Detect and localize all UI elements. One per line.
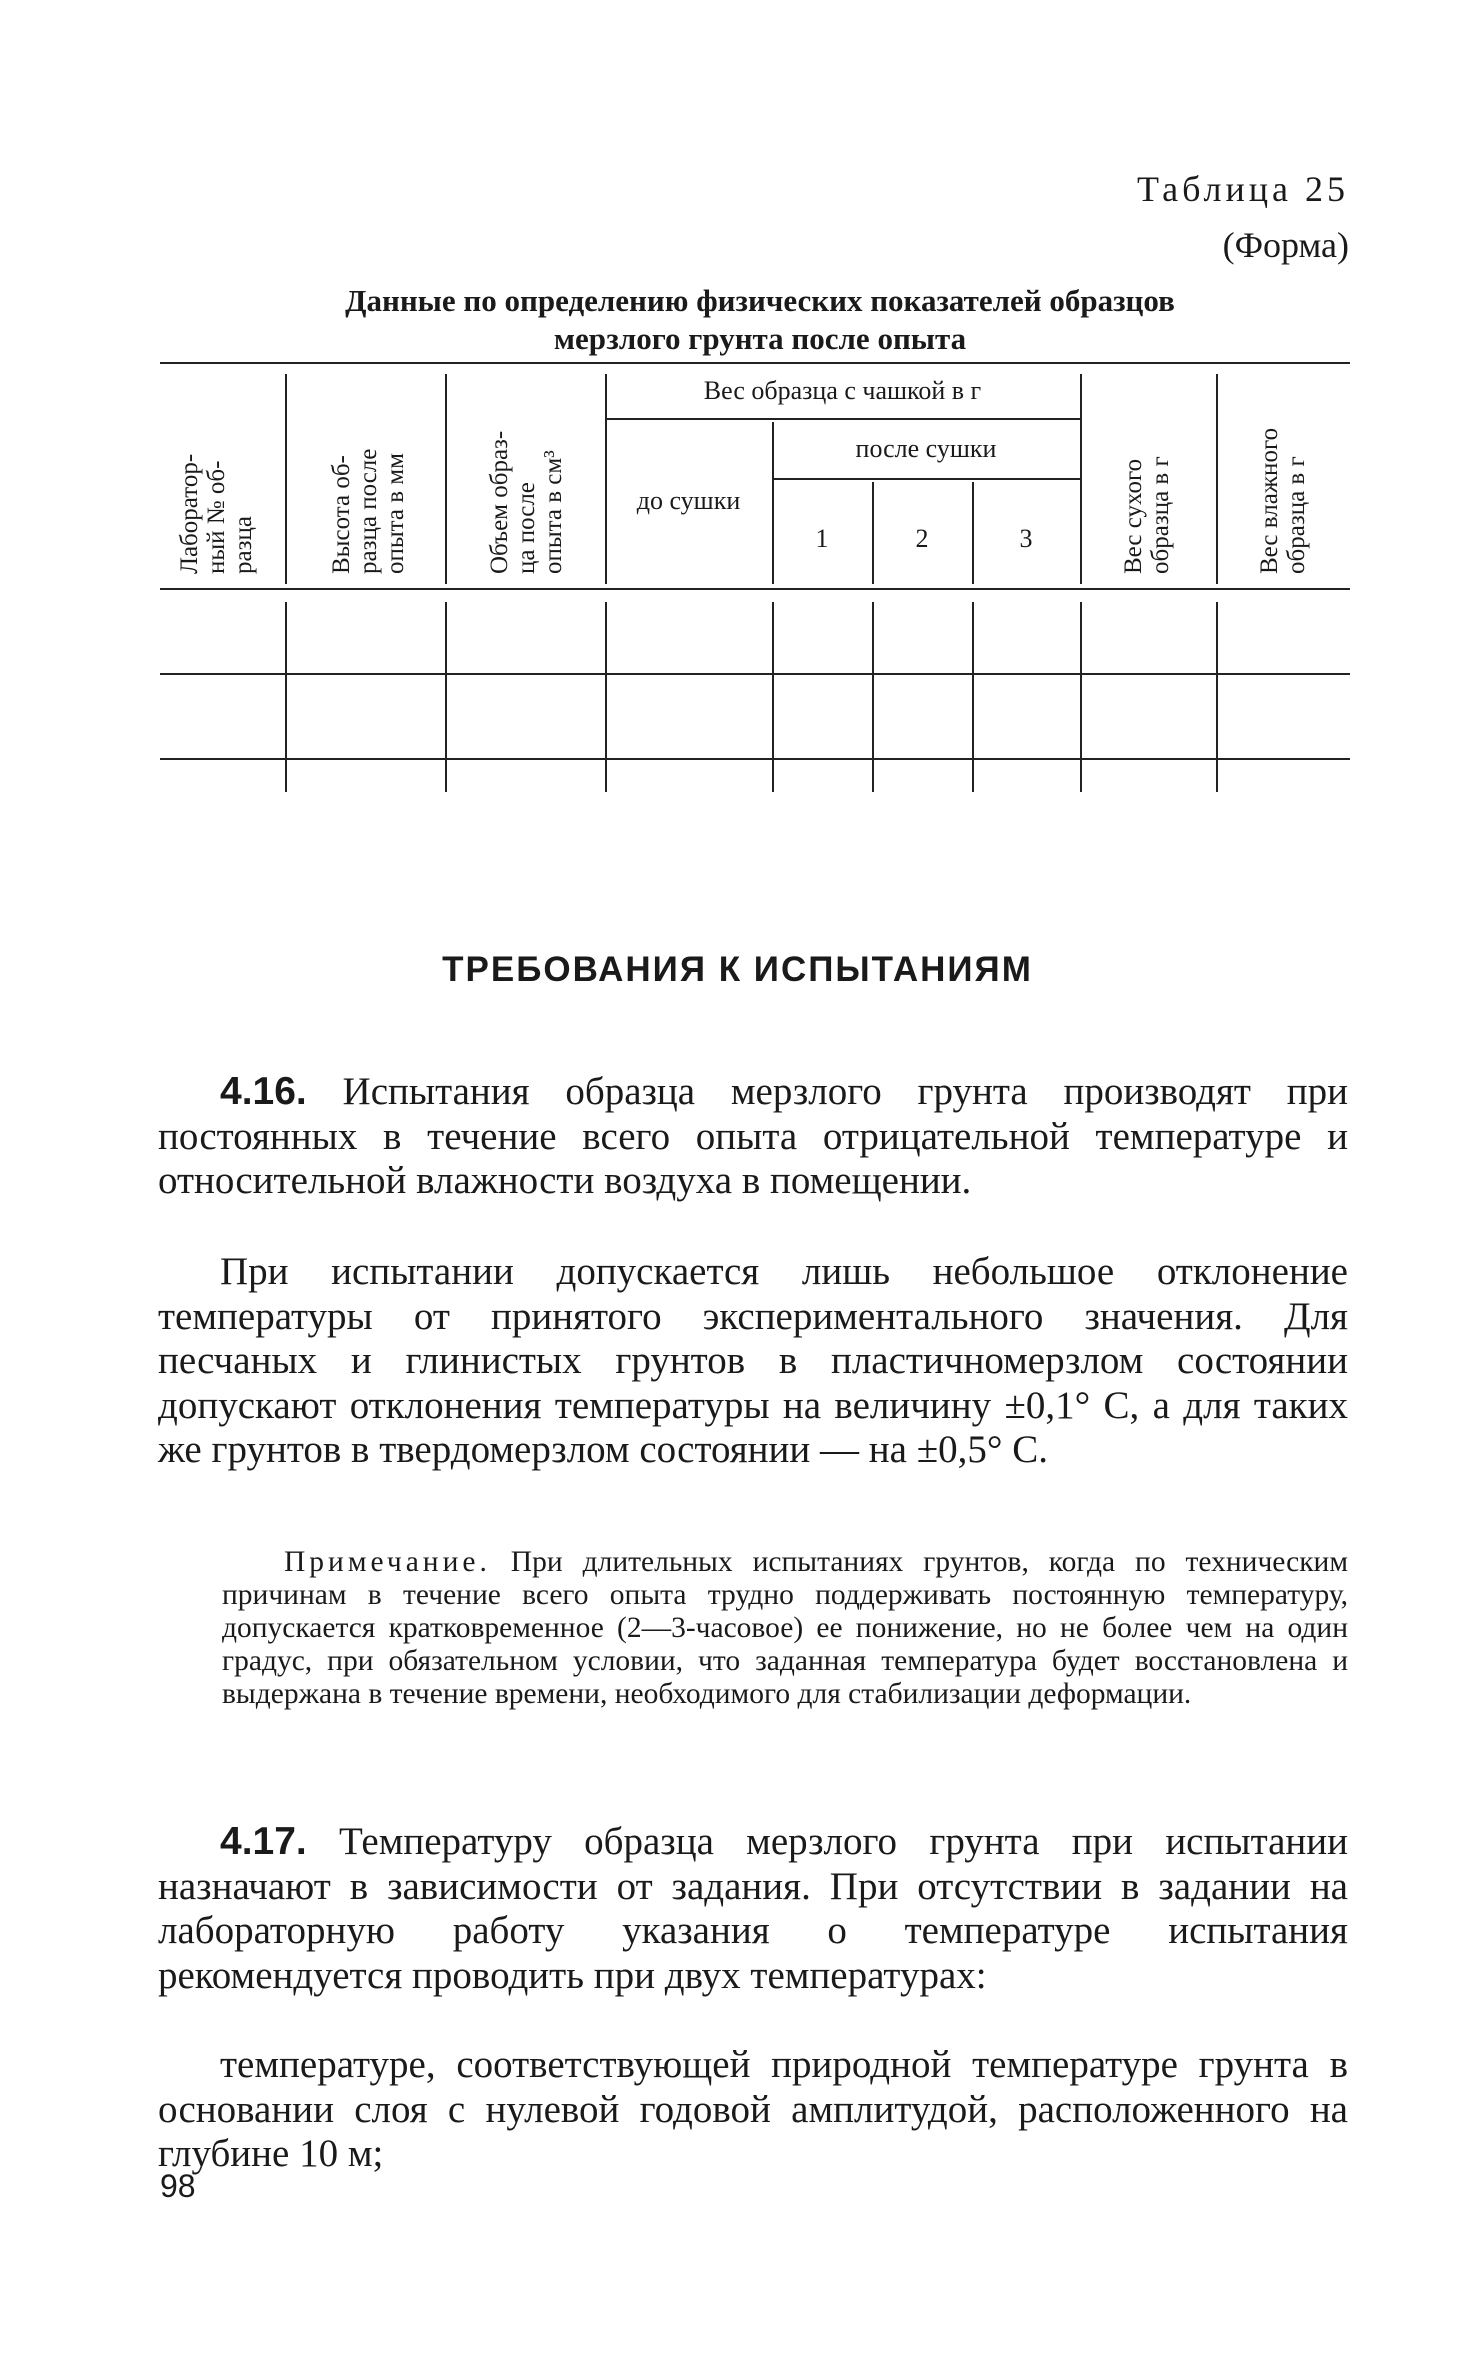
table-title-line-2: мерзлого грунта после опыта [553, 321, 967, 356]
paragraph-4-16-continued: При испытании допускается лишь небольшое отклонение температуры от принятого экспериментального значения. Для песчаных и глинистых грунтов в пластичномерзлом состоянии допускают отклонения температуры на величину ±0,1° С, а для таких же грунтов в твердомерзлом состоянии — на ±0,5° С. [158, 1250, 1348, 1471]
col-header-wet-weight: Вес влажного образца в г [1256, 427, 1310, 574]
table-title-line-1: Данные по определению физических показателей образцов [345, 283, 1175, 318]
col-header-dry-weight: Вес сухого образца в г [1120, 456, 1174, 574]
data-table [160, 362, 1350, 792]
page-number: 98 [160, 2168, 196, 2204]
header-divider [1216, 374, 1218, 584]
note-text: При длительных испытаниях грунтов, когда по техническим причинам в течение всего опыта трудно поддерживать постоянную температуру, допускается кратковременное (2—3-часовое) ее понижение, но не более чем на один градус, при обязательном условии, что заданная температура будет восстановлена и выдержана в течение времени, необходимого для стабилизации деформации. [222, 1546, 1348, 1710]
table-caption: Таблица 25 [1137, 169, 1349, 209]
weight-group-rule [605, 418, 1080, 420]
body-divider [1216, 602, 1218, 792]
paragraph-number: 4.17. [220, 1820, 307, 1863]
paragraph-text: Испытания образца мерзлого грунта производят при постоянных в течение всего опыта отрицательной температуре и относительной влажности воздуха в помещении. [158, 1070, 1348, 1202]
body-divider [285, 602, 287, 792]
body-divider [772, 602, 774, 792]
paragraph-text: Температуру образца мерзлого грунта при испытании назначают в зависимости от задания. При отсутствии в задании на лабораторную работу указания о температуре испытания рекомендуется проводить при двух температурах: [158, 1820, 1349, 1997]
table-top-rule [160, 362, 1350, 364]
header-divider [445, 374, 447, 584]
after-drying-rule [772, 478, 1080, 480]
col-header-before-drying: до сушки [636, 486, 741, 515]
col-header-drying-1: 1 [815, 524, 829, 553]
table-form-label: (Форма) [1222, 225, 1349, 265]
col-header-volume: Объем образ- ца после опыта в см³ [486, 430, 567, 574]
col-header-lab-number: Лаборатор- ный № об- разца [176, 453, 257, 574]
row-2-rule [160, 758, 1350, 760]
paragraph-4-17-continued: температуре, соответствующей природной температуре грунта в основании слоя с нулевой годовой амплитудой, расположенного на глубине 10 м; [158, 2043, 1348, 2175]
col-header-drying-2: 2 [915, 524, 929, 553]
note-label: Примечание. [284, 1546, 491, 1578]
body-divider [605, 602, 607, 792]
note [222, 1546, 1348, 1711]
body-divider [445, 602, 447, 792]
col-header-weight-group: Вес образца с чашкой в г [703, 376, 982, 405]
table-title [180, 282, 1340, 358]
body-divider [1080, 602, 1082, 792]
col-header-height: Высота об- разца после опыта в мм [328, 448, 409, 574]
paragraph-number: 4.16. [220, 1070, 307, 1113]
table-header-bottom-rule [160, 588, 1350, 590]
body-divider [972, 602, 974, 792]
col-header-drying-3: 3 [1019, 524, 1033, 553]
col-header-after-drying: после сушки [855, 434, 997, 463]
body-divider [872, 602, 874, 792]
row-1-rule [160, 673, 1350, 675]
header-divider [1080, 374, 1082, 584]
section-title: ТРЕБОВАНИЯ К ИСПЫТАНИЯМ [442, 950, 1033, 989]
paragraph-4-16 [158, 1070, 1348, 1204]
paragraph-4-17 [158, 1820, 1348, 1998]
header-divider [285, 374, 287, 584]
